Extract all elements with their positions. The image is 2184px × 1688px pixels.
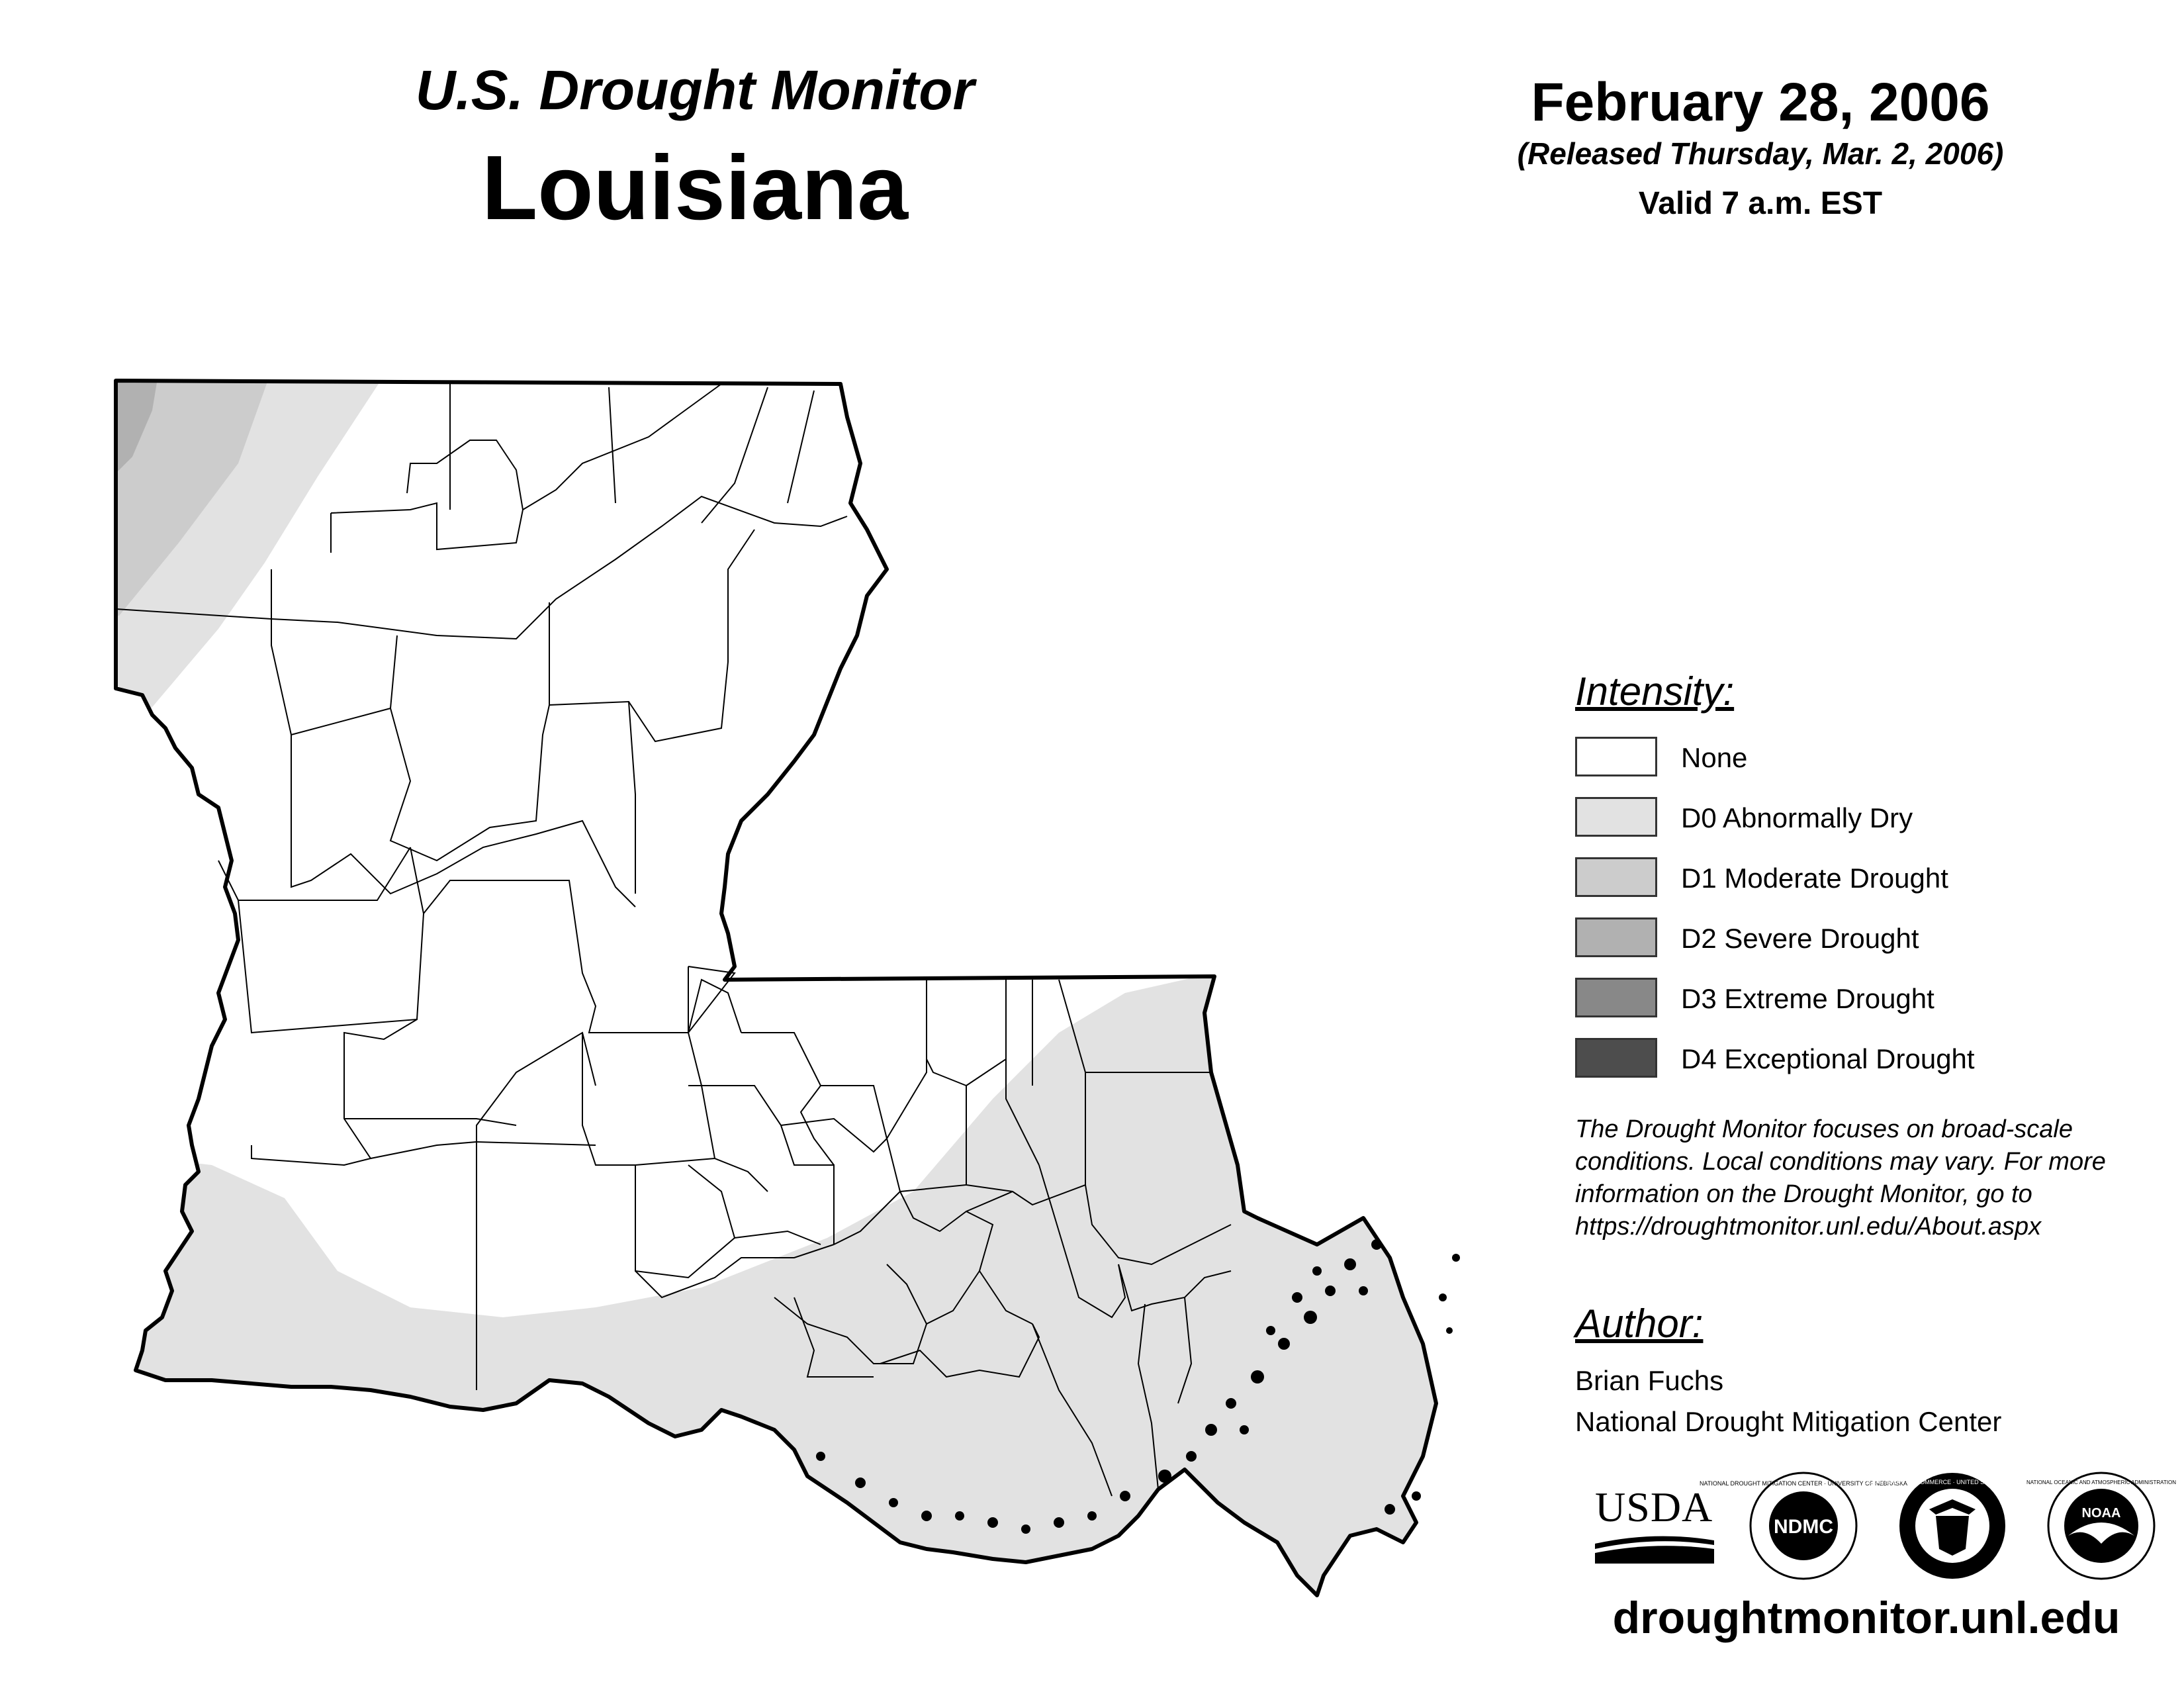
commerce-seal-logo bbox=[1864, 1470, 2041, 1582]
author-name: Brian Fuchs bbox=[1575, 1365, 1724, 1396]
legend-label: D3 Extreme Drought bbox=[1681, 983, 1934, 1014]
noaa-ring-text: NATIONAL OCEANIC AND ATMOSPHERIC ADMINISTRATION bbox=[2026, 1479, 2176, 1485]
legend-title: Intensity: bbox=[1575, 669, 1735, 714]
map-subtitle: U.S. Drought Monitor bbox=[415, 59, 975, 121]
ndmc-ring-text: NATIONAL DROUGHT MITIGATION CENTER · UNIVERSITY OF NEBRASKA bbox=[1699, 1480, 1908, 1487]
note-line: conditions. Local conditions may vary. For more bbox=[1575, 1148, 2106, 1176]
note-line: The Drought Monitor focuses on broad-scale bbox=[1575, 1115, 2073, 1143]
state-title: Louisiana bbox=[481, 137, 909, 239]
noaa-logo-text: NOAA bbox=[2081, 1506, 2121, 1521]
release-date: (Released Thursday, Mar. 2, 2006) bbox=[1517, 136, 2004, 171]
legend-label: D0 Abnormally Dry bbox=[1681, 802, 1913, 833]
usda-logo-text: USDA bbox=[1595, 1483, 1713, 1530]
legend-label: None bbox=[1681, 742, 1748, 773]
legend-label: D2 Severe Drought bbox=[1681, 923, 1919, 954]
legend-swatch bbox=[1575, 1038, 1657, 1078]
legend-label: D4 Exceptional Drought bbox=[1681, 1043, 1975, 1074]
legend-swatch bbox=[1575, 917, 1657, 957]
noaa-logo bbox=[2026, 1470, 2176, 1582]
map-date: February 28, 2006 bbox=[1531, 72, 1990, 132]
author-org: National Drought Mitigation Center bbox=[1575, 1406, 2002, 1437]
drought-monitor-note bbox=[1575, 1113, 2171, 1243]
legend-swatch bbox=[1575, 737, 1657, 776]
usda-logo bbox=[1595, 1483, 1714, 1562]
note-line: information on the Drought Monitor, go to bbox=[1575, 1180, 2032, 1208]
note-url[interactable]: https://droughtmonitor.unl.edu/About.aspx bbox=[1575, 1213, 2042, 1241]
legend-swatch bbox=[1575, 978, 1657, 1017]
ndmc-logo-text: NDMC bbox=[1774, 1516, 1833, 1538]
legend-swatch bbox=[1575, 797, 1657, 837]
legend-swatch bbox=[1575, 857, 1657, 897]
author-title: Author: bbox=[1575, 1301, 1704, 1346]
ndmc-logo bbox=[1699, 1470, 1908, 1582]
website-link[interactable]: droughtmonitor.unl.edu bbox=[1612, 1593, 2120, 1643]
commerce-ring-text: DEPARTMENT OF COMMERCE · UNITED STATES OF AMERICA bbox=[1864, 1479, 2041, 1485]
valid-time: Valid 7 a.m. EST bbox=[1638, 186, 1883, 221]
legend-label: D1 Moderate Drought bbox=[1681, 863, 1948, 894]
